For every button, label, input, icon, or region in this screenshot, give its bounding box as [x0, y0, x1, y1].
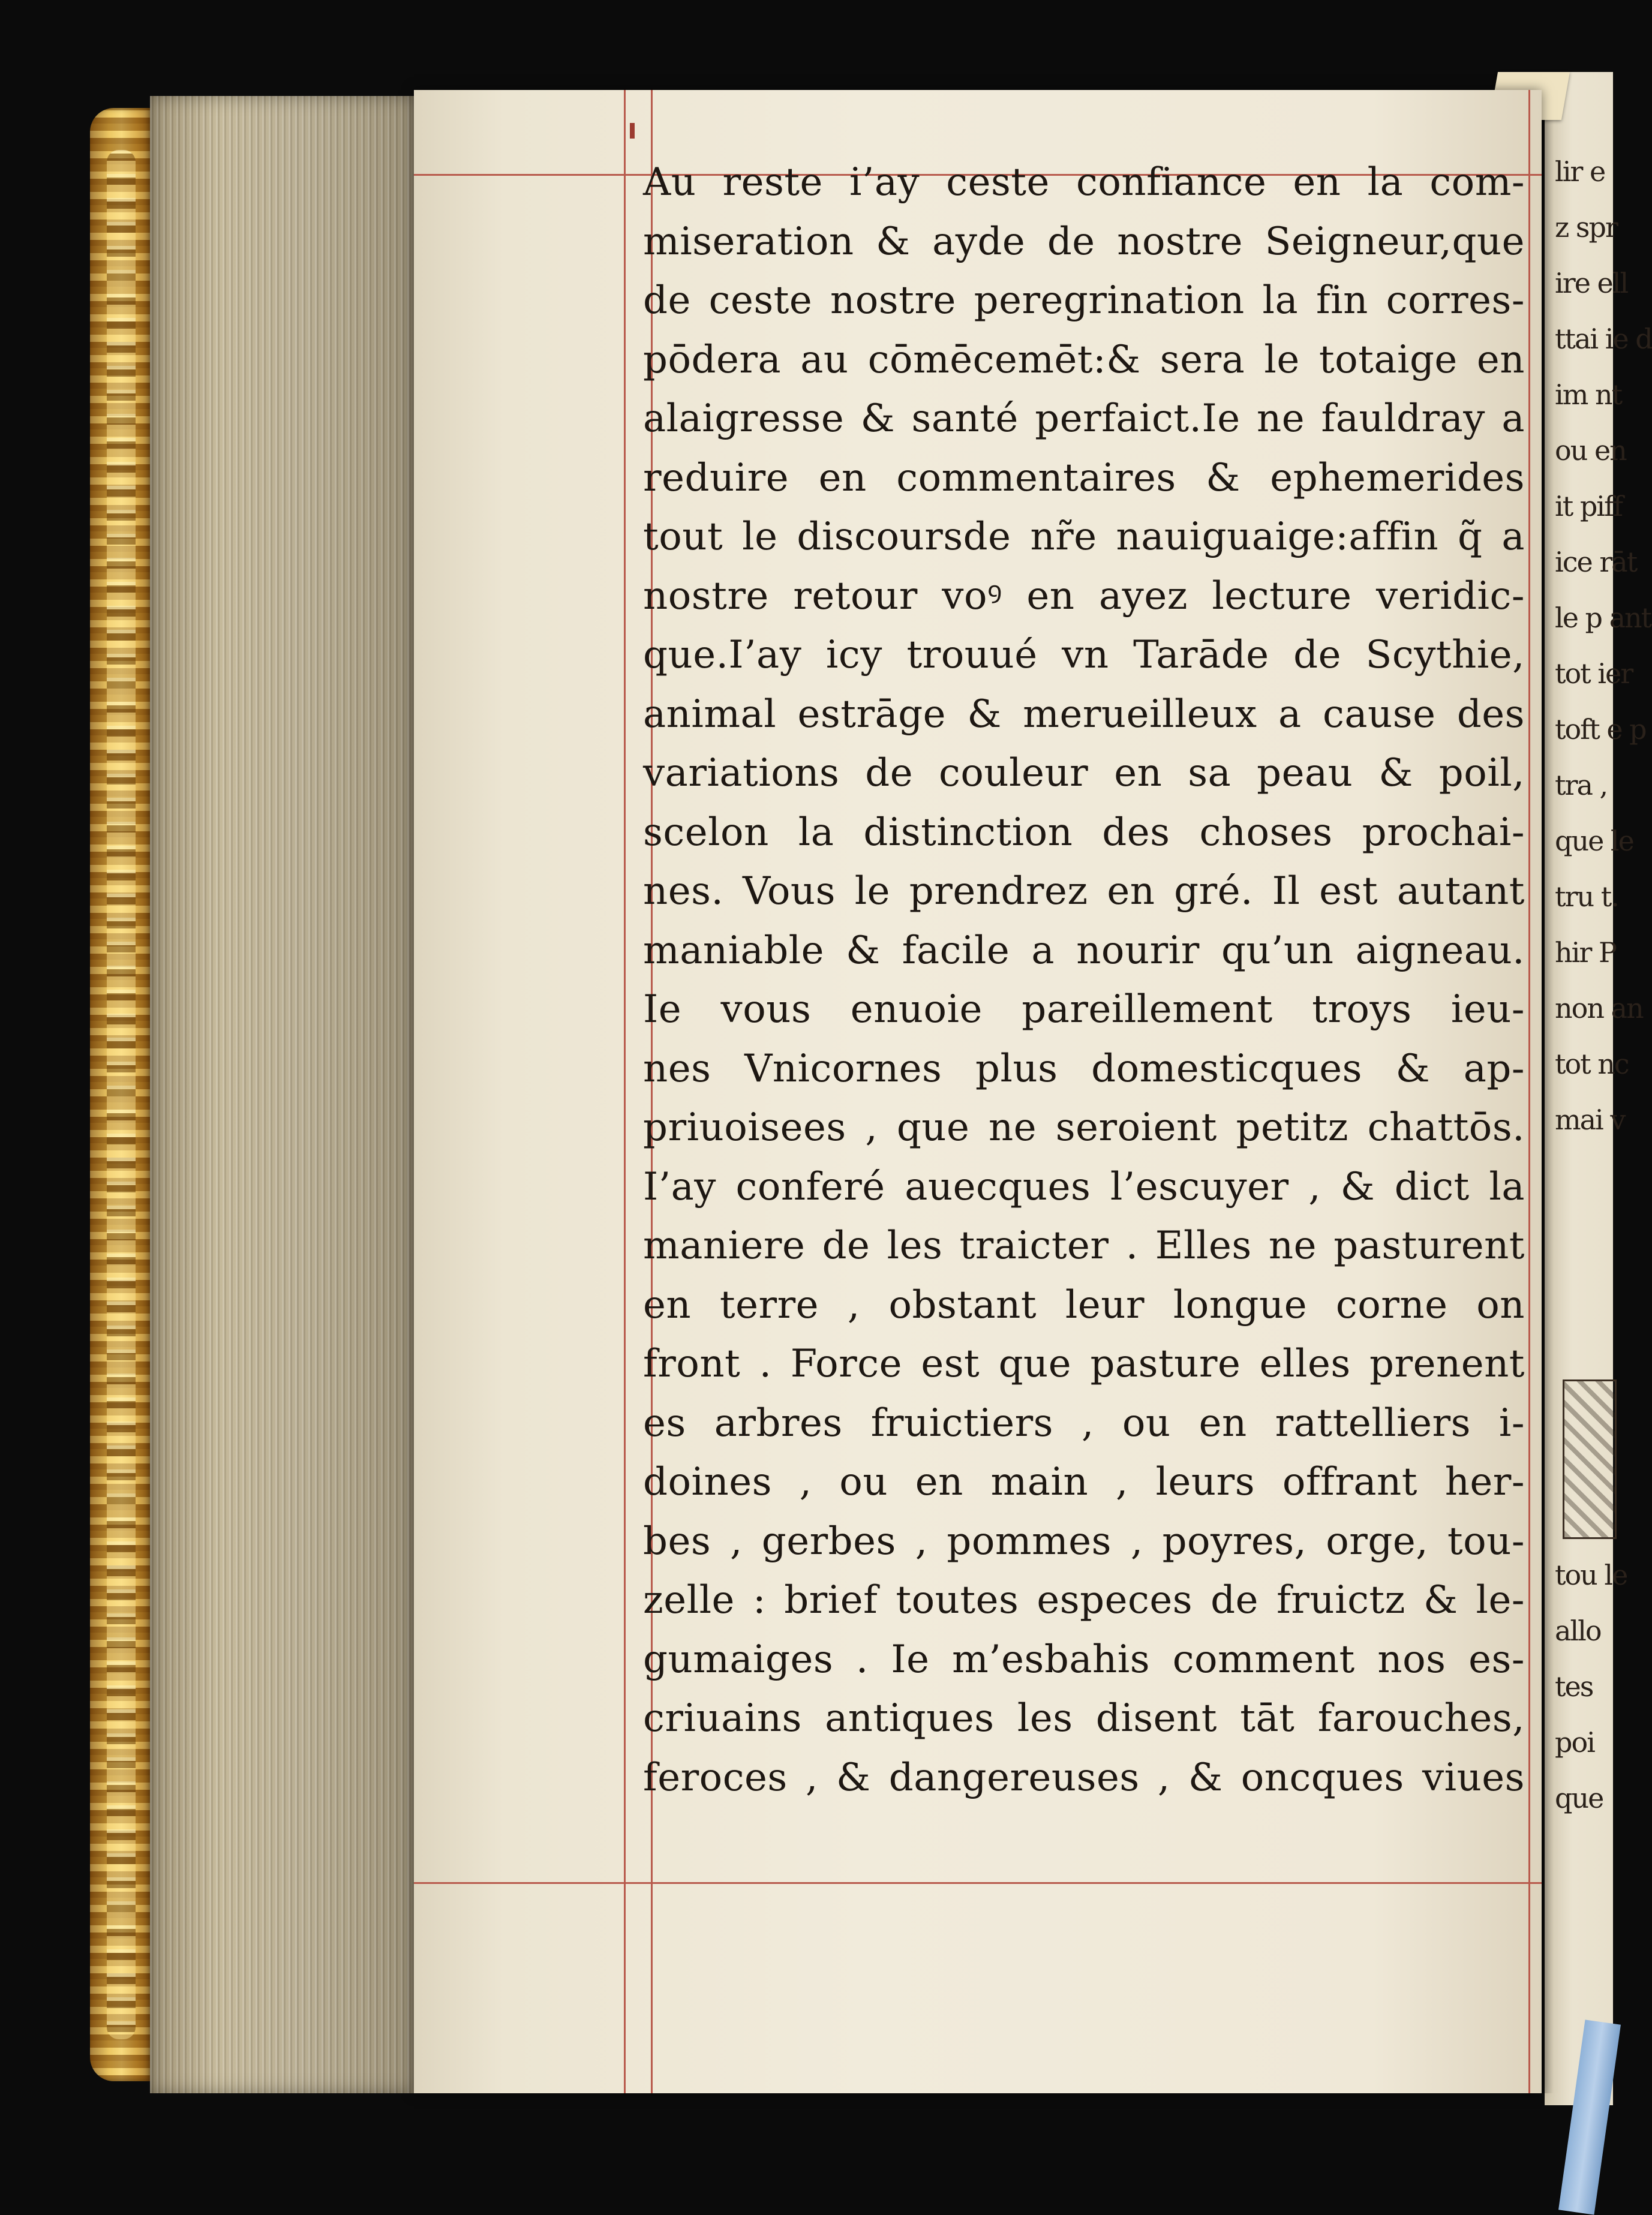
text-line: miseration & ayde de nostre Seigneur,que: [643, 219, 1525, 264]
text-line: de ceste nostre peregrination la fin corres-: [643, 278, 1525, 323]
facing-fragment: hir P: [1555, 936, 1616, 969]
text-line: front . Force est que pasture elles prenent: [643, 1342, 1525, 1386]
facing-fragment: im nt: [1555, 378, 1622, 411]
text-line: priuoisees , que ne seroient petitz chattōs.: [643, 1105, 1525, 1150]
woodcut-ornament: [1563, 1380, 1617, 1539]
main-text-column: [643, 153, 1525, 1807]
text-line: es arbres fruictiers , ou en rattelliers i-: [643, 1400, 1525, 1445]
facing-fragment: toft e p: [1555, 713, 1646, 746]
facing-fragment: z spr: [1555, 211, 1617, 244]
text-line: criuains antiques les disent tāt farouches,: [643, 1696, 1525, 1741]
facing-fragment: lir e: [1555, 155, 1605, 188]
facing-fragment: poi: [1555, 1726, 1594, 1759]
text-line: en terre , obstant leur longue corne on: [643, 1282, 1525, 1327]
facing-fragment: ou en: [1555, 434, 1626, 467]
facing-fragment: tot nc: [1555, 1048, 1629, 1080]
text-line: maniere de les traicter . Elles ne pasturent: [643, 1224, 1525, 1268]
facing-fragment: tot ier: [1555, 657, 1633, 690]
text-line: nes. Vous le prendrez en gré. Il est autant: [643, 869, 1525, 913]
text-line: Au reste i’ay ceste confiance en la com-: [643, 160, 1525, 205]
text-line: que.I’ay icy trouué vn Tarāde de Scythie,: [643, 633, 1525, 677]
page-block-fore-edge: [150, 96, 420, 2093]
facing-fragment: ttai ie d: [1555, 323, 1652, 355]
facing-fragment: tou le: [1555, 1559, 1627, 1591]
text-line: nes Vnicornes plus domesticques & ap-: [643, 1046, 1525, 1091]
text-line: nostre retour voꝰ en ayez lecture veridic-: [643, 573, 1525, 618]
facing-fragment: it piff: [1555, 490, 1623, 522]
text-line: I’ay conferé auecques l’escuyer , & dict la: [643, 1164, 1525, 1209]
facing-fragment: tes: [1555, 1670, 1593, 1703]
text-line: tout le discoursde nr̃e nauiguaige:affin q̃ a: [643, 515, 1525, 559]
text-line: variations de couleur en sa peau & poil,: [643, 751, 1525, 795]
facing-fragment: que: [1555, 1782, 1603, 1814]
facing-fragment: allo: [1555, 1615, 1601, 1647]
text-line: doines , ou en main , leurs offrant her-: [643, 1460, 1525, 1504]
facing-fragment: que le: [1555, 825, 1633, 857]
text-line: Ie vous enuoie pareillement troys ieu-: [643, 987, 1525, 1032]
text-line: pōdera au cōmēcemēt:& sera le totaige en: [643, 337, 1525, 382]
gilt-ornament-band: [107, 150, 136, 2039]
facing-fragment: ice rāt: [1555, 546, 1637, 578]
ruling-bottom: [414, 1882, 1542, 1884]
text-line: feroces , & dangereuses , & oncques viues: [643, 1755, 1525, 1800]
facing-fragment: tra ,: [1555, 769, 1608, 801]
facing-page-text-lower: [1555, 1547, 1627, 1847]
text-line: bes , gerbes , pommes , poyres, orge, tou-: [643, 1519, 1525, 1564]
ruling-left-inner: [624, 90, 626, 2093]
facing-fragment: le p ant: [1555, 602, 1651, 634]
text-line: scelon la distinction des choses prochai-: [643, 810, 1525, 855]
text-line: alaigresse & santé perfaict.Ie ne fauldray a: [643, 396, 1525, 441]
text-line: zelle : brief toutes especes de fruictz & le-: [643, 1578, 1525, 1622]
text-line: gumaiges . Ie m’esbahis comment nos es-: [643, 1637, 1525, 1682]
facing-fragment: non an: [1555, 992, 1643, 1024]
text-line: animal estrāge & merueilleux a cause des: [643, 692, 1525, 737]
facing-fragment: tru t.: [1555, 880, 1618, 913]
facing-fragment: ire ell: [1555, 267, 1628, 299]
text-line: reduire en commentaires & ephemerides: [643, 455, 1525, 500]
facing-fragment: mai v: [1555, 1104, 1625, 1136]
ink-mark: [630, 123, 635, 139]
ruling-right: [1528, 90, 1530, 2093]
text-line: maniable & facile a nourir qu’un aigneau.: [643, 928, 1525, 973]
